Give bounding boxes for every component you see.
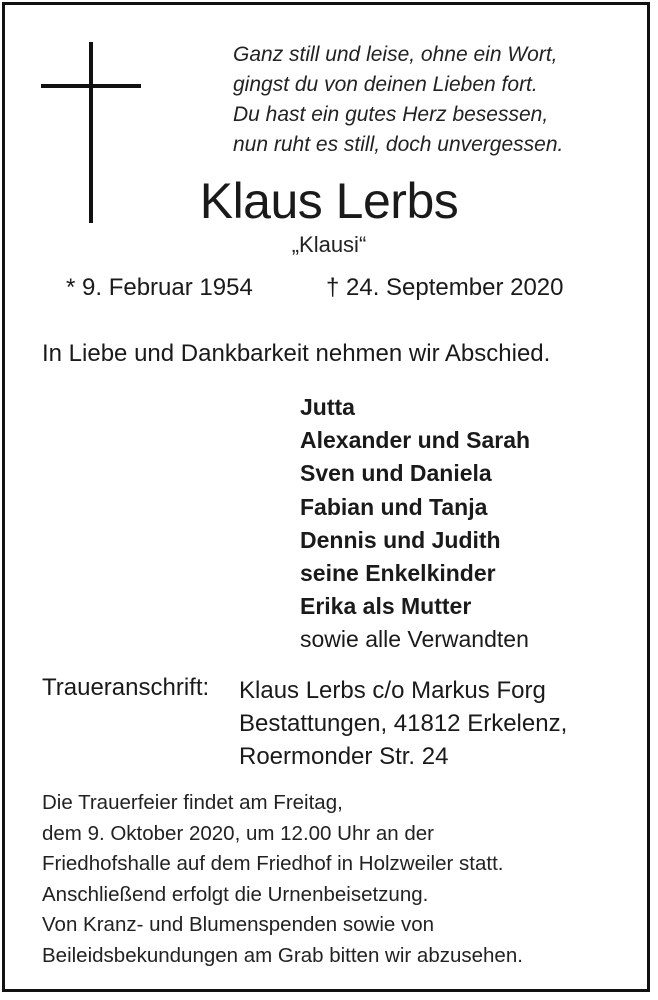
family-member: Erika als Mutter [300,593,472,620]
poem [233,40,633,160]
family-member: Sven und Daniela [300,460,492,487]
ceremony-line: Von Kranz- und Blumenspenden sowie von [42,913,435,937]
family-member: Fabian und Tanja [300,493,488,520]
family-member: Alexander und Sarah [300,427,531,454]
ceremony-line: Anschließend erfolgt die Urnenbeisetzung. [42,882,429,906]
ceremony-info [42,788,523,972]
family-note: sowie alle Verwandten [300,626,529,653]
ceremony-line: Beileidsbekundungen am Grab bitten wir abzusehen. [42,943,523,967]
cross-horizontal-bar [41,84,141,88]
deceased-nickname: „Klausi“ [291,232,367,257]
address-block [239,674,567,773]
ceremony-line: dem 9. Oktober 2020, um 12.00 Uhr an der [42,821,435,845]
address-line: Roermonder Str. 24 [239,743,449,770]
family-member: Jutta [300,394,355,420]
poem-line: gingst du von deinen Lieben fort. [233,73,538,96]
address-label: Traueranschrift: [42,674,210,701]
address-line: Klaus Lerbs c/o Markus Forg [239,677,546,704]
poem-line: Ganz still und leise, ohne ein Wort, [233,43,558,66]
farewell-text: In Liebe und Dankbarkeit nehmen wir Abschied. [42,340,551,367]
ceremony-line: Die Trauerfeier findet am Freitag, [42,791,343,814]
address-line: Bestattungen, 41812 Erkelenz, [239,710,568,737]
death-date: † 24. September 2020 [326,274,564,301]
family-member: seine Enkelkinder [300,560,496,587]
poem-line: Du hast ein gutes Herz besessen, [233,103,549,126]
family-list [300,391,530,657]
ceremony-line: Friedhofshalle auf dem Friedhof in Holzweiler statt. [42,852,504,876]
poem-line: nun ruht es still, doch unvergessen. [233,133,564,156]
deceased-name: Klaus Lerbs [199,173,459,229]
birth-date: * 9. Februar 1954 [66,274,253,301]
family-member: Dennis und Judith [300,526,501,553]
